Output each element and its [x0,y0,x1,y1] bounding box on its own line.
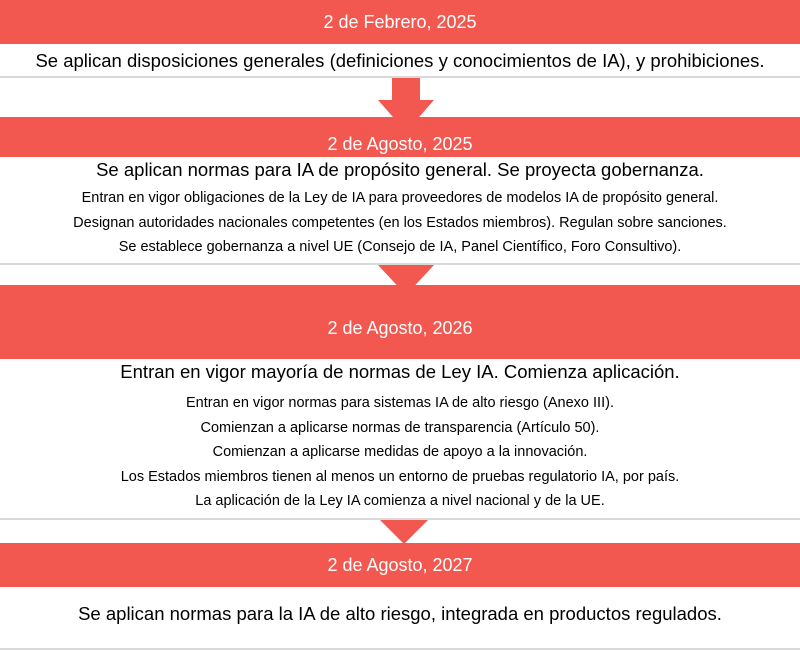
milestone-heading-4: Se aplican normas para la IA de alto riesgo, integrada en productos regulados. [78,603,722,624]
milestone-heading-2: Se aplican normas para IA de propósito general. Se proyecta gobernanza. [96,159,704,180]
milestone-details-3 [0,385,800,514]
date-band-4 [0,543,800,587]
milestone-panel-4 [0,587,800,650]
detail-item: La aplicación de la Ley IA comienza a nivel nacional y de la UE. [195,493,605,509]
detail-item: Los Estados miembros tienen al menos un entorno de pruebas regulatorio IA, por país. [120,468,680,485]
milestone-panel-2 [0,157,800,265]
date-label-2: 2 de Agosto, 2025 [327,134,473,154]
date-label-1: 2 de Febrero, 2025 [323,12,477,32]
milestone-heading-1: Se aplican disposiciones generales (definiciones y conocimientos de IA), y prohibiciones. [35,50,765,71]
date-band-2 [0,117,800,157]
detail-item: Se establece gobernanza a nivel UE (Consejo de IA, Panel Científico, Foro Consultivo). [118,239,682,255]
milestone-details-2 [0,183,800,260]
detail-item: Comienzan a aplicarse medidas de apoyo a la innovación. [212,444,588,460]
milestone-heading-3: Entran en vigor mayoría de normas de Ley IA. Comienza aplicación. [120,361,680,382]
milestone-panel-3 [0,359,800,520]
detail-item: Designan autoridades nacionales competentes (en los Estados miembros). Regulan sobre sanciones. [73,214,727,231]
date-band-1 [0,0,800,44]
date-band-3 [0,285,800,359]
date-label-3: 2 de Agosto, 2026 [327,318,473,338]
date-label-4: 2 de Agosto, 2027 [327,555,473,575]
detail-item: Entran en vigor obligaciones de la Ley de IA para proveedores de modelos IA de propósito general. [81,190,719,206]
detail-item: Comienzan a aplicarse normas de transparencia (Artículo 50). [200,419,600,436]
detail-item: Entran en vigor normas para sistemas IA de alto riesgo (Anexo III). [186,395,614,411]
milestone-panel-1 [0,44,800,78]
chevron-down-icon [380,520,428,544]
